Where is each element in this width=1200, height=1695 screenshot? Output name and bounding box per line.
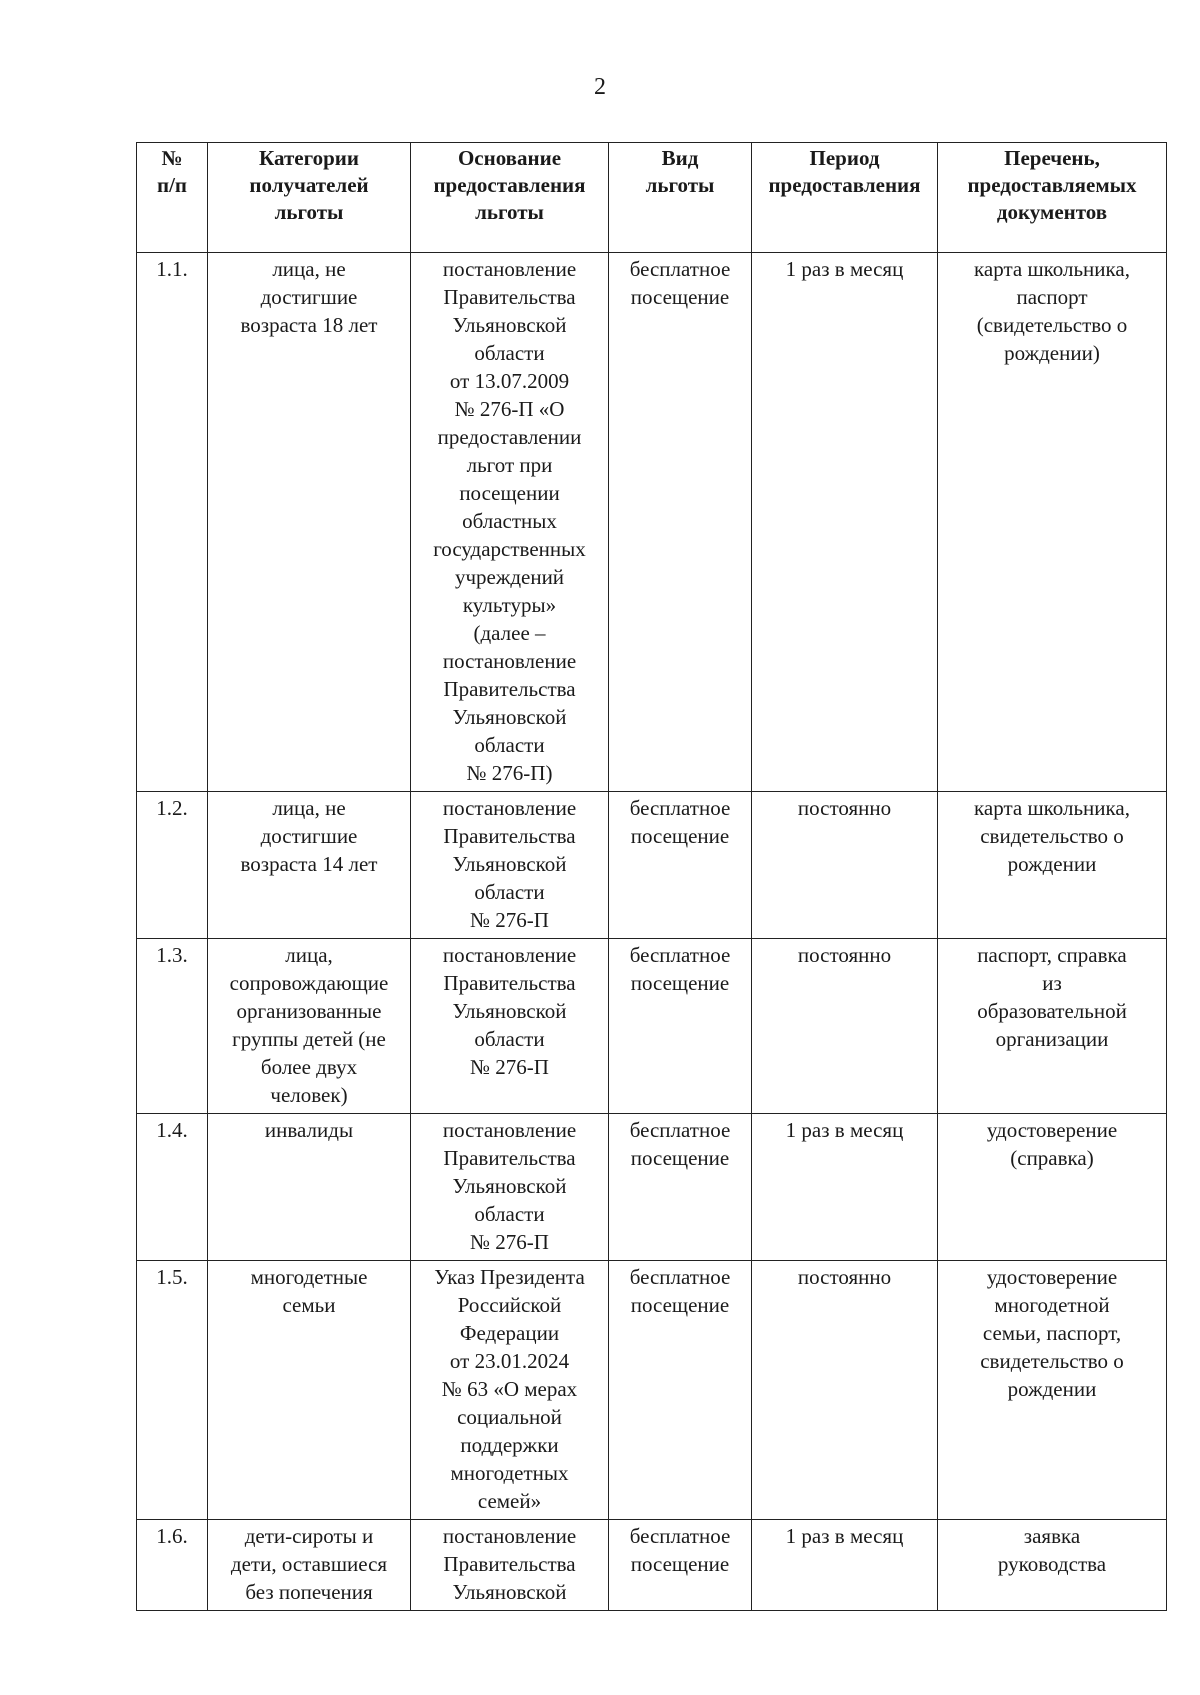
row-type: бесплатное посещение <box>609 1520 752 1611</box>
row-number: 1.1. <box>137 253 208 792</box>
row-type: бесплатное посещение <box>609 1114 752 1261</box>
row-basis: постановление Правительства Ульяновской области № 276-П <box>411 939 609 1114</box>
row-period: 1 раз в месяц <box>752 1114 938 1261</box>
row-category: лица, не достигшие возраста 18 лет <box>208 253 411 792</box>
header-documents: Перечень, предоставляемых документов <box>938 143 1167 253</box>
row-category: лица, не достигшие возраста 14 лет <box>208 792 411 939</box>
row-type: бесплатное посещение <box>609 253 752 792</box>
row-type: бесплатное посещение <box>609 792 752 939</box>
row-basis: постановление Правительства Ульяновской области № 276-П <box>411 792 609 939</box>
header-basis: Основание предоставления льготы <box>411 143 609 253</box>
header-category: Категории получателей льготы <box>208 143 411 253</box>
row-period: 1 раз в месяц <box>752 253 938 792</box>
row-category: дети-сироты и дети, оставшиеся без попечения <box>208 1520 411 1611</box>
header-period: Период предоставления <box>752 143 938 253</box>
row-documents: карта школьника, свидетельство о рождении <box>938 792 1167 939</box>
row-documents: карта школьника, паспорт (свидетельство о рождении) <box>938 253 1167 792</box>
row-period: постоянно <box>752 939 938 1114</box>
row-period: постоянно <box>752 1261 938 1520</box>
row-number: 1.3. <box>137 939 208 1114</box>
table-row <box>137 253 1167 792</box>
row-category: многодетные семьи <box>208 1261 411 1520</box>
header-type: Вид льготы <box>609 143 752 253</box>
table-row <box>137 1261 1167 1520</box>
row-documents: удостоверение (справка) <box>938 1114 1167 1261</box>
row-number: 1.4. <box>137 1114 208 1261</box>
table-header-row <box>137 143 1167 253</box>
row-basis: постановление Правительства Ульяновской области от 13.07.2009 № 276-П «О предоставлении льгот при посещении областных государственных учреждений культуры» (далее – постановление Правительства Ульяновской области № 276-П) <box>411 253 609 792</box>
table-row <box>137 939 1167 1114</box>
row-period: постоянно <box>752 792 938 939</box>
row-number: 1.6. <box>137 1520 208 1611</box>
row-type: бесплатное посещение <box>609 939 752 1114</box>
benefits-table <box>136 142 1167 1611</box>
row-basis: Указ Президента Российской Федерации от 23.01.2024 № 63 «О мерах социальной поддержки многодетных семей» <box>411 1261 609 1520</box>
row-type: бесплатное посещение <box>609 1261 752 1520</box>
row-category: инвалиды <box>208 1114 411 1261</box>
header-number: № п/п <box>137 143 208 253</box>
row-documents: удостоверение многодетной семьи, паспорт, свидетельство о рождении <box>938 1261 1167 1520</box>
table-row <box>137 1114 1167 1261</box>
row-basis: постановление Правительства Ульяновской <box>411 1520 609 1611</box>
row-category: лица, сопровождающие организованные группы детей (не более двух человек) <box>208 939 411 1114</box>
row-number: 1.5. <box>137 1261 208 1520</box>
row-documents: заявка руководства <box>938 1520 1167 1611</box>
row-documents: паспорт, справка из образовательной организации <box>938 939 1167 1114</box>
table-row <box>137 1520 1167 1611</box>
row-period: 1 раз в месяц <box>752 1520 938 1611</box>
page-number: 2 <box>594 74 606 100</box>
row-basis: постановление Правительства Ульяновской области № 276-П <box>411 1114 609 1261</box>
table-row <box>137 792 1167 939</box>
row-number: 1.2. <box>137 792 208 939</box>
